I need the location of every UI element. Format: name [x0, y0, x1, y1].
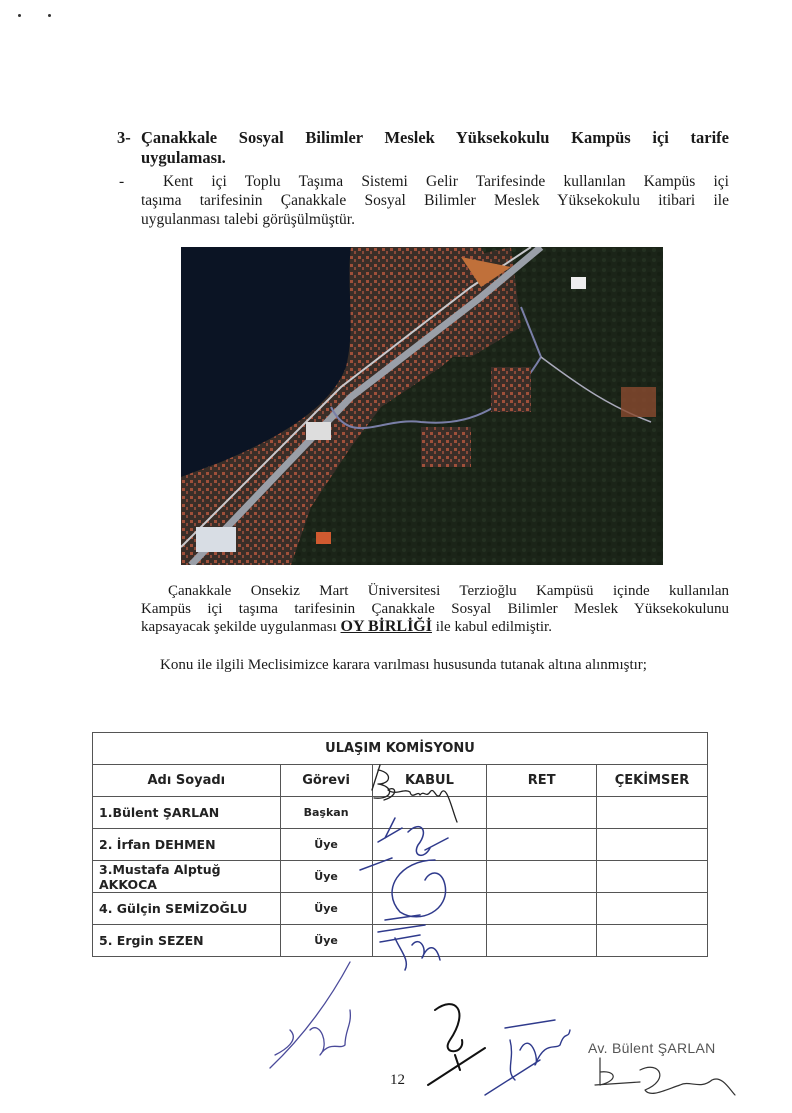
- stadium-roof: [316, 532, 331, 544]
- commission-title: ULAŞIM KOMİSYONU: [93, 733, 708, 765]
- scan-speck: [18, 14, 21, 17]
- header-accept: KABUL: [372, 765, 487, 797]
- table-row: [93, 893, 708, 925]
- reject-cell: [487, 829, 597, 861]
- member-name: 2. İrfan DEHMEN: [93, 829, 281, 861]
- unanimous-emphasis: OY BİRLİĞİ: [340, 618, 432, 635]
- description-line2: taşıma tarifesinin Çanakkale Sosyal Bilimler Meslek Yüksekokulu itibari ile: [141, 192, 729, 209]
- member-role: Üye: [280, 829, 372, 861]
- item-title-line2: uygulaması.: [141, 148, 226, 167]
- header-abstain: ÇEKİMSER: [597, 765, 708, 797]
- item-heading: [117, 128, 729, 168]
- stamp-name: Av. Bülent ŞARLAN: [588, 1040, 716, 1056]
- commission-table: [92, 732, 708, 957]
- item-description: [117, 172, 729, 229]
- abstain-cell: [597, 797, 708, 829]
- aerial-map-image: [181, 247, 663, 565]
- campus-buildings-east: [491, 367, 531, 412]
- header-role: Görevi: [280, 765, 372, 797]
- signature-stamp-sarlan: [595, 1058, 735, 1095]
- member-name: 3.Mustafa Alptuğ AKKOCA: [93, 861, 281, 893]
- signature-bottom-3: [485, 1020, 570, 1095]
- building-dome: [571, 277, 586, 289]
- header-reject: RET: [487, 765, 597, 797]
- decision-paragraph: [141, 583, 729, 637]
- member-name: 5. Ergin SEZEN: [93, 925, 281, 957]
- abstain-cell: [597, 861, 708, 893]
- campus-buildings: [421, 427, 471, 467]
- page-number: 12: [390, 1072, 405, 1088]
- item-title-line1: Çanakkale Sosyal Bilimler Meslek Yüksekokulu Kampüs içi tarife: [141, 128, 729, 147]
- table-title-row: [93, 733, 708, 765]
- reject-cell: [487, 925, 597, 957]
- reject-cell: [487, 861, 597, 893]
- decision-line3-start: kapsayacak şekilde uygulanması: [141, 619, 341, 635]
- reject-cell: [487, 893, 597, 925]
- table-header-row: [93, 765, 708, 797]
- reject-cell: [487, 797, 597, 829]
- accept-cell: [372, 893, 487, 925]
- item-number: 3-: [117, 128, 131, 147]
- accept-cell: [372, 797, 487, 829]
- table-row: [93, 925, 708, 957]
- description-line3: uygulanması talebi görüşülmüştür.: [141, 211, 355, 228]
- table-row: [93, 829, 708, 861]
- aerial-map-graphic: [181, 247, 663, 565]
- decision-line1: Çanakkale Onsekiz Mart Üniversitesi Terzioğlu Kampüsü içinde kullanılan: [168, 583, 729, 599]
- bullet-dash: -: [119, 173, 125, 190]
- member-role: Başkan: [280, 797, 372, 829]
- industrial-building: [196, 527, 236, 552]
- scan-speck: [48, 14, 51, 17]
- signature-bottom-2: [428, 1004, 485, 1085]
- building-white: [306, 422, 331, 440]
- member-name: 1.Bülent ŞARLAN: [93, 797, 281, 829]
- accept-cell: [372, 829, 487, 861]
- abstain-cell: [597, 893, 708, 925]
- hill-buildings: [621, 387, 656, 417]
- decision-line2: Kampüs içi taşıma tarifesinin Çanakkale Sosyal Bilimler Meslek Yüksekokulunu: [141, 600, 729, 617]
- accept-cell: [372, 925, 487, 957]
- table-row: [93, 861, 708, 893]
- decision-line3-end: ile kabul edilmiştir.: [431, 619, 552, 635]
- description-line1: Kent içi Toplu Taşıma Sistemi Gelir Tarifesinde kullanılan Kampüs içi: [163, 173, 729, 190]
- closing-statement: Konu ile ilgili Meclisimizce karara varılması hususunda tutanak altına alınmıştır;: [160, 657, 647, 673]
- header-name: Adı Soyadı: [93, 765, 281, 797]
- accept-cell: [372, 861, 487, 893]
- member-role: Üye: [280, 893, 372, 925]
- member-role: Üye: [280, 861, 372, 893]
- abstain-cell: [597, 925, 708, 957]
- signature-bottom-1: [270, 962, 350, 1068]
- table-row: [93, 797, 708, 829]
- member-name: 4. Gülçin SEMİZOĞLU: [93, 893, 281, 925]
- member-role: Üye: [280, 925, 372, 957]
- abstain-cell: [597, 829, 708, 861]
